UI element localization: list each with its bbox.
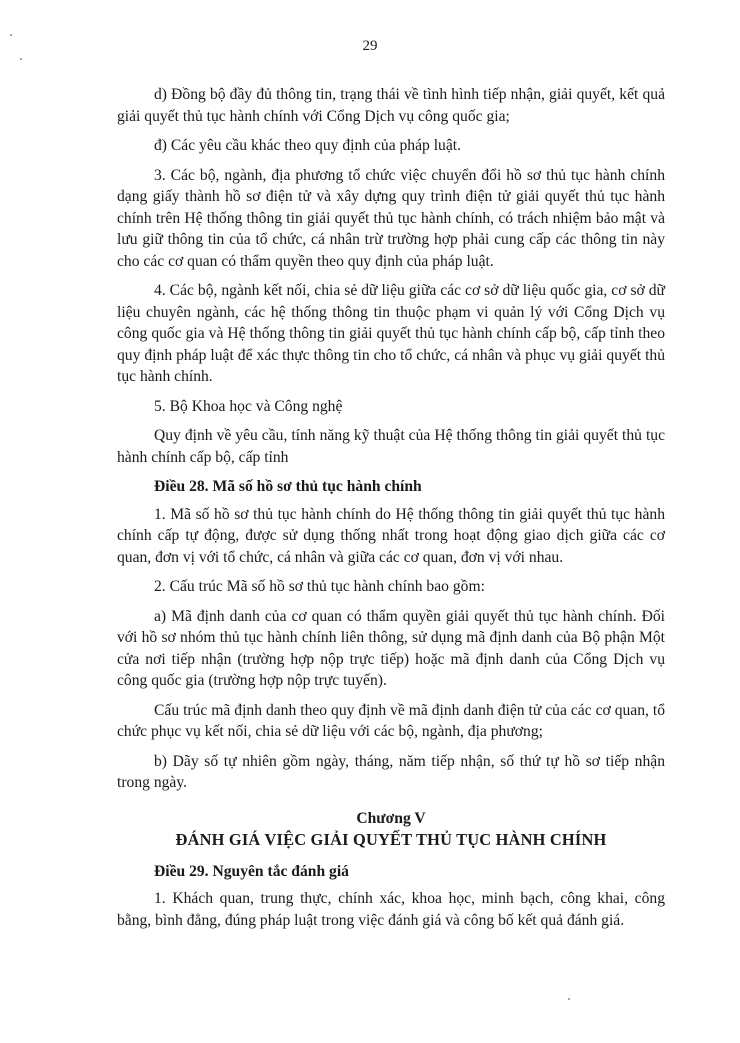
page-number: 29 xyxy=(362,38,378,54)
paragraph: Quy định về yêu cầu, tính năng kỹ thuật của Hệ thống thông tin giải quyết thủ tục hành chính cấp bộ, cấp tỉnh xyxy=(117,427,665,466)
chapter-title: ĐÁNH GIÁ VIỆC GIẢI QUYẾT THỦ TỤC HÀNH CHÍNH xyxy=(175,830,607,849)
paragraph: d) Đồng bộ đầy đủ thông tin, trạng thái về tình hình tiếp nhận, giải quyết, kết quả giải quyết thủ tục hành chính với Cổng Dịch vụ công quốc gia; xyxy=(117,86,665,125)
chapter-label: Chương V xyxy=(356,809,426,827)
paragraph: b) Dãy số tự nhiên gồm ngày, tháng, năm tiếp nhận, số thứ tự hồ sơ tiếp nhận trong ngày. xyxy=(117,752,665,791)
paragraph: 4. Các bộ, ngành kết nối, chia sẻ dữ liệu giữa các cơ sở dữ liệu quốc gia, cơ sở dữ liệu chuyên ngành, các hệ thống thông tin thuộc phạm vi quản lý với Cổng Dịch vụ công quốc gia và Hệ thống thông tin giải quyết thủ tục hành chính cấp bộ, cấp tỉnh theo quy định pháp luật để xác thực thông tin cho tổ chức, cá nhân và phục vụ giải quyết thủ tục hành chính. xyxy=(117,282,665,385)
article-29-heading: Điều 29. Nguyên tắc đánh giá xyxy=(154,862,349,880)
paragraph: 1. Mã số hồ sơ thủ tục hành chính do Hệ thống thông tin giải quyết thủ tục hành chính cấp tự động, được sử dụng thống nhất trong hoạt động giao dịch giữa các cơ quan, đơn vị với tổ chức, cá nhân và giữa các cơ quan, đơn vị với nhau. xyxy=(117,505,665,566)
paragraph: 1. Khách quan, trung thực, chính xác, khoa học, minh bạch, công khai, công bằng, bình đẳng, đúng pháp luật trong việc đánh giá và công bố kết quả đánh giá. xyxy=(117,890,665,929)
scan-speck xyxy=(568,998,570,1000)
paragraph: Cấu trúc mã định danh theo quy định về mã định danh điện tử của các cơ quan, tổ chức phục vụ kết nối, chia sẻ dữ liệu với các bộ, ngành, địa phương; xyxy=(117,701,665,740)
document-body xyxy=(117,84,665,939)
article-28-heading: Điều 28. Mã số hồ sơ thủ tục hành chính xyxy=(154,478,422,495)
paragraph: 5. Bộ Khoa học và Công nghệ xyxy=(154,397,343,415)
paragraph: 2. Cấu trúc Mã số hồ sơ thủ tục hành chính bao gồm: xyxy=(154,578,485,595)
paragraph: a) Mã định danh của cơ quan có thẩm quyền giải quyết thủ tục hành chính. Đối với hồ sơ nhóm thủ tục hành chính liên thông, sử dụng mã định danh của Bộ phận Một cửa nơi tiếp nhận (trường hợp nộp trực tiếp) hoặc mã định danh của Cổng Dịch vụ công quốc gia (trường hợp nộp trực tuyến). xyxy=(117,607,665,689)
scan-speck xyxy=(10,34,12,36)
paragraph: 3. Các bộ, ngành, địa phương tổ chức việc chuyển đổi hồ sơ thủ tục hành chính dạng giấy thành hồ sơ điện tử và xây dựng quy trình điện tử giải quyết thủ tục hành chính trên Hệ thống thông tin giải quyết thủ tục hành chính, có trách nhiệm bảo mật và lưu giữ thông tin của tổ chức, cá nhân trừ trường hợp phải cung cấp các thông tin này cho các cơ quan có thẩm quyền theo quy định của pháp luật. xyxy=(117,166,665,270)
paragraph: đ) Các yêu cầu khác theo quy định của pháp luật. xyxy=(154,137,462,154)
scan-speck xyxy=(20,58,22,60)
